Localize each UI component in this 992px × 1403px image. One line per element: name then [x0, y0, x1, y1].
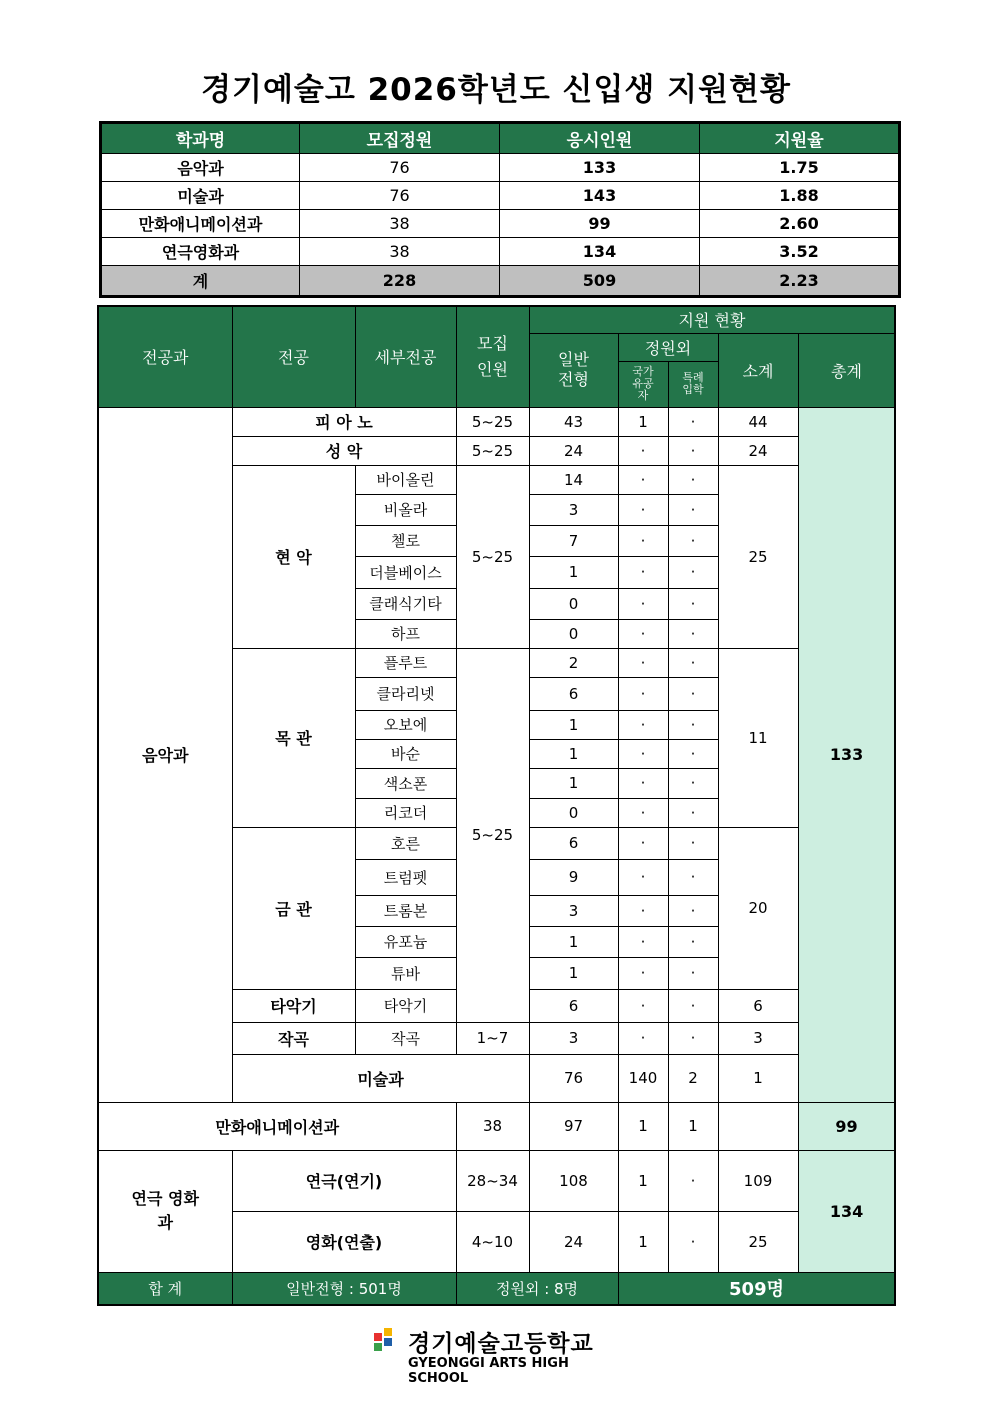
- header-dept: 전공과: [98, 306, 232, 407]
- sub-major-cell: 색소폰: [355, 768, 456, 798]
- animation-total-cell: 99: [798, 1102, 895, 1150]
- general-cell: 6: [529, 677, 618, 710]
- header-veteran: 국가 유공 자: [618, 361, 668, 407]
- music-total-cell: 133: [798, 407, 895, 1102]
- major-cell: 현 악: [232, 465, 355, 648]
- logo-square-green: [374, 1343, 382, 1351]
- header-grand-total: 총계: [798, 333, 895, 407]
- major-cell: 작곡: [232, 1022, 355, 1054]
- summary-total-row: [101, 266, 900, 297]
- special-cell: ·: [668, 1022, 718, 1054]
- general-cell: 1: [529, 710, 618, 739]
- special-cell: 1: [718, 1054, 798, 1102]
- veteran-cell: ·: [618, 710, 668, 739]
- quota-cell: 28~34: [456, 1150, 529, 1211]
- general-cell: 9: [529, 859, 618, 895]
- veteran-cell: 1: [618, 407, 668, 436]
- animation-dept-cell: 만화애니메이션과: [98, 1102, 456, 1150]
- quota-cell: 5~25: [456, 407, 529, 436]
- veteran-cell: ·: [618, 494, 668, 525]
- quota-cell: 76: [300, 182, 500, 210]
- header-subtotal: 소계: [718, 333, 798, 407]
- veteran-cell: ·: [618, 436, 668, 465]
- special-cell: ·: [668, 1211, 718, 1272]
- major-cell: 성 악: [232, 436, 456, 465]
- major-cell: 피 아 노: [232, 407, 456, 436]
- general-cell: 3: [529, 895, 618, 926]
- sub-major-cell: 튜바: [355, 957, 456, 989]
- veteran-cell: 2: [668, 1054, 718, 1102]
- subtotal-cell: 6: [718, 989, 798, 1022]
- quota-cell: 38: [456, 1102, 529, 1150]
- sub-major-cell: 오보에: [355, 710, 456, 739]
- subtotal-cell: [718, 1102, 798, 1150]
- special-cell: ·: [668, 436, 718, 465]
- veteran-cell: 1: [618, 1102, 668, 1150]
- table-row: [101, 210, 900, 238]
- sub-major-cell: 타악기: [355, 989, 456, 1022]
- sub-major-cell: 첼로: [355, 525, 456, 556]
- veteran-cell: ·: [618, 739, 668, 768]
- footer-total: 509명: [618, 1272, 895, 1305]
- special-cell: ·: [668, 588, 718, 619]
- general-cell: 0: [529, 619, 618, 648]
- sub-major-cell: 호른: [355, 827, 456, 859]
- sub-major-cell: 비올라: [355, 494, 456, 525]
- special-cell: ·: [668, 677, 718, 710]
- detail-header-row: [98, 306, 895, 333]
- special-cell: ·: [668, 465, 718, 494]
- rate-cell: 1.75: [700, 154, 900, 182]
- school-name: 경기예술고등학교: [408, 1331, 594, 1357]
- dept-cell: 만화애니메이션과: [101, 210, 300, 238]
- veteran-cell: ·: [618, 1022, 668, 1054]
- special-cell: ·: [668, 989, 718, 1022]
- total-rate: 2.23: [700, 266, 900, 297]
- special-cell: ·: [668, 525, 718, 556]
- veteran-cell: ·: [618, 957, 668, 989]
- general-cell: 0: [529, 588, 618, 619]
- header-rate: 지원율: [700, 123, 900, 154]
- footer-label: 합 계: [98, 1272, 232, 1305]
- quota-cell: 76: [300, 154, 500, 182]
- general-cell: 3: [529, 1022, 618, 1054]
- major-cell: 타악기: [232, 989, 355, 1022]
- general-cell: 97: [529, 1102, 618, 1150]
- major-cell: 연극(연기): [232, 1150, 456, 1211]
- subtotal-cell: 109: [718, 1150, 798, 1211]
- major-cell: 목 관: [232, 648, 355, 827]
- total-applicants: 509: [500, 266, 700, 297]
- header-applicants: 응시인원: [500, 123, 700, 154]
- veteran-cell: ·: [618, 525, 668, 556]
- sub-major-cell: 바이올린: [355, 465, 456, 494]
- header-special: 특례 입학: [668, 361, 718, 407]
- table-row: [101, 182, 900, 210]
- drama-dept-cell: 연극 영화과: [98, 1150, 232, 1272]
- general-cell: 24: [529, 436, 618, 465]
- veteran-cell: 1: [618, 1211, 668, 1272]
- sub-major-cell: 작곡: [355, 1022, 456, 1054]
- special-cell: 1: [668, 1102, 718, 1150]
- header-major: 전공: [232, 306, 355, 407]
- special-cell: ·: [668, 926, 718, 957]
- sub-major-cell: 트럼펫: [355, 859, 456, 895]
- header-extra: 정원외: [618, 333, 718, 361]
- veteran-cell: 1: [618, 1150, 668, 1211]
- veteran-cell: ·: [618, 588, 668, 619]
- veteran-cell: ·: [618, 677, 668, 710]
- veteran-cell: ·: [618, 648, 668, 677]
- music-dept-cell: 음악과: [98, 407, 232, 1102]
- summary-table: [99, 121, 901, 298]
- sub-major-cell: 더블베이스: [355, 556, 456, 588]
- rate-cell: 1.88: [700, 182, 900, 210]
- general-cell: 14: [529, 465, 618, 494]
- table-row: [101, 154, 900, 182]
- sub-major-cell: 플루트: [355, 648, 456, 677]
- total-label: 계: [101, 266, 300, 297]
- general-cell: 1: [529, 556, 618, 588]
- special-cell: ·: [668, 739, 718, 768]
- general-cell: 1: [529, 739, 618, 768]
- subtotal-cell: 25: [718, 465, 798, 648]
- header-status: 지원 현황: [529, 306, 895, 333]
- page-title: 경기예술고 2026학년도 신입생 지원현황: [201, 72, 791, 108]
- special-cell: ·: [668, 648, 718, 677]
- subtotal-cell: 25: [718, 1211, 798, 1272]
- quota-cell: 38: [300, 210, 500, 238]
- general-cell: 1: [529, 926, 618, 957]
- quota-cell: 5~25: [456, 648, 529, 1022]
- general-cell: 0: [529, 798, 618, 827]
- detail-footer-row: [98, 1272, 895, 1305]
- logo-square-blue: [384, 1338, 392, 1346]
- veteran-cell: ·: [618, 556, 668, 588]
- dept-cell: 연극영화과: [101, 238, 300, 266]
- rate-cell: 2.60: [700, 210, 900, 238]
- header-dept: 학과명: [101, 123, 300, 154]
- rate-cell: 3.52: [700, 238, 900, 266]
- drama-total-cell: 134: [798, 1150, 895, 1272]
- veteran-cell: ·: [618, 827, 668, 859]
- special-cell: ·: [668, 768, 718, 798]
- applicants-cell: 133: [500, 154, 700, 182]
- special-cell: ·: [668, 827, 718, 859]
- general-cell: 2: [529, 648, 618, 677]
- header-quota: 모집 인원: [456, 306, 529, 407]
- special-cell: ·: [668, 859, 718, 895]
- sub-major-cell: 트롬본: [355, 895, 456, 926]
- special-cell: ·: [668, 710, 718, 739]
- quota-cell: 76: [529, 1054, 618, 1102]
- general-cell: 140: [618, 1054, 668, 1102]
- school-name-english: GYEONGGI ARTS HIGH SCHOOL: [408, 1356, 569, 1386]
- special-cell: ·: [668, 407, 718, 436]
- veteran-cell: ·: [618, 926, 668, 957]
- header-general: 일반 전형: [529, 333, 618, 407]
- header-sub-major: 세부전공: [355, 306, 456, 407]
- major-cell: 영화(연출): [232, 1211, 456, 1272]
- sub-major-cell: 하프: [355, 619, 456, 648]
- total-quota: 228: [300, 266, 500, 297]
- footer-general: 일반전형 : 501명: [232, 1272, 456, 1305]
- veteran-cell: ·: [618, 619, 668, 648]
- sub-major-cell: 리코더: [355, 798, 456, 827]
- general-cell: 7: [529, 525, 618, 556]
- general-cell: 1: [529, 957, 618, 989]
- dept-cell: 미술과: [101, 182, 300, 210]
- detail-table: [97, 305, 896, 1306]
- special-cell: ·: [668, 957, 718, 989]
- veteran-cell: ·: [618, 859, 668, 895]
- quota-cell: 1~7: [456, 1022, 529, 1054]
- veteran-cell: ·: [618, 768, 668, 798]
- subtotal-cell: 11: [718, 648, 798, 827]
- header-quota: 모집정원: [300, 123, 500, 154]
- general-cell: 6: [529, 989, 618, 1022]
- dept-cell: 음악과: [101, 154, 300, 182]
- subtotal-cell: 3: [718, 1022, 798, 1054]
- summary-header-row: [101, 123, 900, 154]
- special-cell: ·: [668, 1150, 718, 1211]
- footer-extra: 정원외 : 8명: [456, 1272, 618, 1305]
- general-cell: 6: [529, 827, 618, 859]
- sub-major-cell: 바순: [355, 739, 456, 768]
- sub-major-cell: 클래식기타: [355, 588, 456, 619]
- general-cell: 108: [529, 1150, 618, 1211]
- logo-square-red: [374, 1333, 382, 1341]
- table-row: [98, 1102, 895, 1150]
- veteran-cell: ·: [618, 465, 668, 494]
- quota-cell: 5~25: [456, 436, 529, 465]
- quota-cell: 4~10: [456, 1211, 529, 1272]
- quota-cell: 38: [300, 238, 500, 266]
- veteran-cell: ·: [618, 895, 668, 926]
- applicants-cell: 134: [500, 238, 700, 266]
- subtotal-cell: 24: [718, 436, 798, 465]
- school-logo: [372, 1325, 632, 1386]
- table-row: [98, 1150, 895, 1211]
- special-cell: ·: [668, 895, 718, 926]
- sub-major-cell: 클라리넷: [355, 677, 456, 710]
- special-cell: ·: [668, 556, 718, 588]
- general-cell: 24: [529, 1211, 618, 1272]
- table-row: [98, 407, 895, 436]
- veteran-cell: ·: [618, 989, 668, 1022]
- general-cell: 43: [529, 407, 618, 436]
- special-cell: ·: [668, 798, 718, 827]
- art-dept-cell: 미술과: [232, 1054, 529, 1102]
- subtotal-cell: 44: [718, 407, 798, 436]
- sub-major-cell: 유포늄: [355, 926, 456, 957]
- applicants-cell: 143: [500, 182, 700, 210]
- subtotal-cell: 20: [718, 827, 798, 989]
- veteran-cell: ·: [618, 798, 668, 827]
- table-row: [101, 238, 900, 266]
- major-cell: 금 관: [232, 827, 355, 989]
- applicants-cell: 99: [500, 210, 700, 238]
- special-cell: ·: [668, 619, 718, 648]
- special-cell: ·: [668, 494, 718, 525]
- general-cell: 3: [529, 494, 618, 525]
- logo-square-yellow: [384, 1328, 392, 1336]
- general-cell: 1: [529, 768, 618, 798]
- quota-cell: 5~25: [456, 465, 529, 648]
